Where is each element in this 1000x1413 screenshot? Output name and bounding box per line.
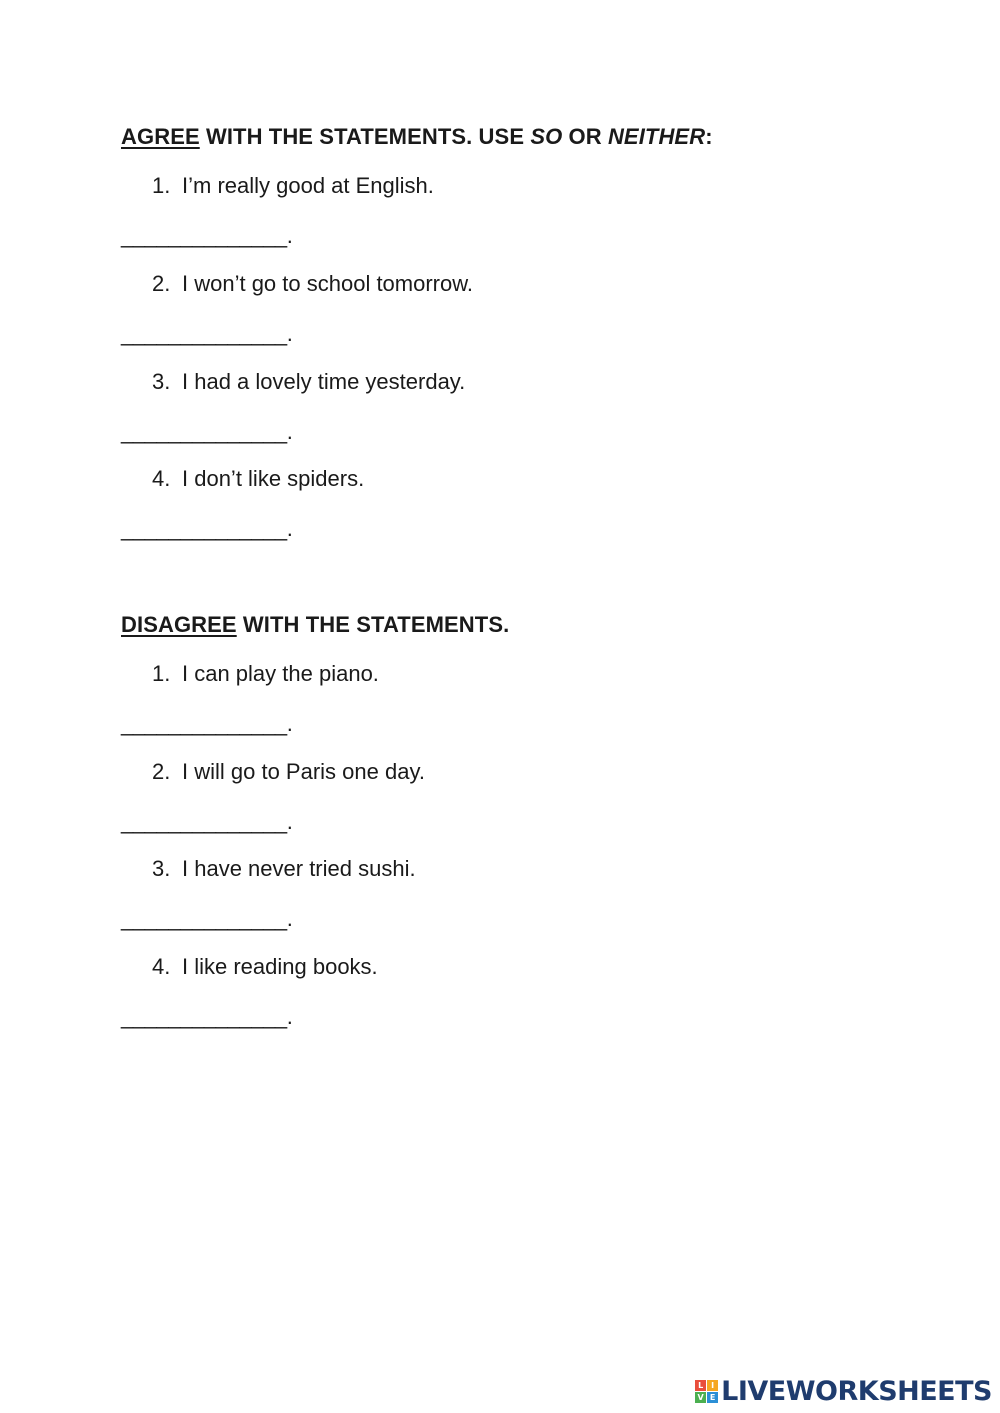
liveworksheets-logo <box>695 1376 992 1407</box>
logo-letter: I <box>707 1380 718 1391</box>
agree-question-3 <box>152 369 465 395</box>
question-text: I have never tried sushi. <box>182 856 416 881</box>
disagree-answer-blank-4[interactable]: ______________. <box>121 1004 293 1029</box>
brand-name: LIVEWORKSHEETS <box>721 1376 992 1407</box>
question-text: I had a lovely time yesterday. <box>182 369 466 394</box>
logo-mark-icon <box>695 1380 718 1403</box>
question-number: 3. <box>152 856 171 881</box>
question-number: 4. <box>152 954 171 979</box>
disagree-heading-keyword: DISAGREE <box>121 612 237 637</box>
question-text: I won’t go to school tomorrow. <box>182 271 474 296</box>
agree-answer-blank-3[interactable]: ______________. <box>121 419 293 444</box>
agree-question-4 <box>152 466 364 492</box>
question-number: 1. <box>152 661 171 686</box>
question-number: 3. <box>152 369 171 394</box>
question-text: I don’t like spiders. <box>182 466 365 491</box>
question-text: I can play the piano. <box>182 661 379 686</box>
agree-question-2 <box>152 271 473 297</box>
agree-heading-keyword: AGREE <box>121 124 200 149</box>
agree-heading-so: SO <box>530 124 563 149</box>
agree-answer-blank-4[interactable]: ______________. <box>121 516 293 541</box>
disagree-question-4 <box>152 954 378 980</box>
agree-question-1 <box>152 173 434 199</box>
disagree-question-3 <box>152 856 416 882</box>
disagree-heading-text: WITH THE STATEMENTS. <box>236 612 510 637</box>
question-number: 2. <box>152 759 171 784</box>
agree-heading-colon: : <box>705 124 713 149</box>
agree-answer-blank-1[interactable]: ______________. <box>121 223 293 248</box>
question-text: I will go to Paris one day. <box>182 759 425 784</box>
agree-heading-neither: NEITHER <box>607 124 706 149</box>
logo-letter: L <box>695 1380 706 1391</box>
agree-answer-blank-2[interactable]: ______________. <box>121 321 293 346</box>
disagree-heading <box>121 612 509 638</box>
logo-letter: V <box>695 1392 706 1403</box>
disagree-answer-blank-1[interactable]: ______________. <box>121 711 293 736</box>
disagree-answer-blank-3[interactable]: ______________. <box>121 906 293 931</box>
disagree-question-1 <box>152 661 379 687</box>
question-text: I like reading books. <box>182 954 378 979</box>
question-number: 2. <box>152 271 171 296</box>
logo-letter: E <box>707 1392 718 1403</box>
disagree-question-2 <box>152 759 425 785</box>
disagree-answer-blank-2[interactable]: ______________. <box>121 809 293 834</box>
question-text: I’m really good at English. <box>182 173 434 198</box>
question-number: 1. <box>152 173 171 198</box>
agree-heading-text-2: OR <box>562 124 608 149</box>
agree-heading-text-1: WITH THE STATEMENTS. USE <box>199 124 531 149</box>
agree-heading <box>121 124 713 150</box>
question-number: 4. <box>152 466 171 491</box>
